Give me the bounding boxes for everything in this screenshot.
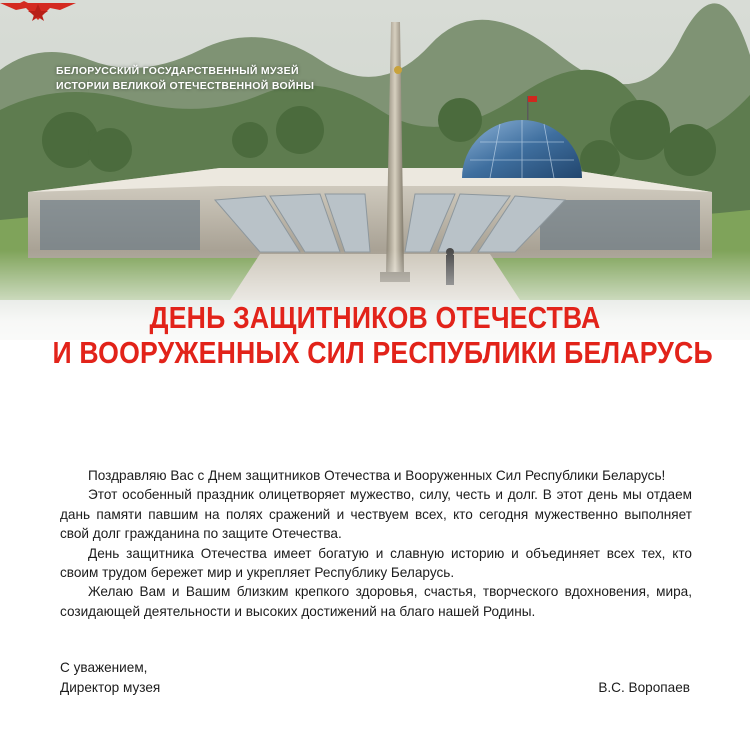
museum-name (56, 64, 356, 94)
closing-regards: С уважением, (60, 660, 148, 675)
museum-name-line-1: БЕЛОРУССКИЙ ГОСУДАРСТВЕННЫЙ МУЗЕЙ (56, 65, 299, 77)
red-star-logo-icon (0, 0, 76, 22)
letter-paragraph: День защитника Отечества имеет богатую и славную историю и объединяет всех тех, кто своим трудом бережет мир и укрепляет Республику Беларусь. (60, 545, 692, 581)
closing-block (60, 658, 160, 698)
letter-paragraph: Этот особенный праздник олицетворяет мужество, силу, честь и долг. В этот день мы отдаем дань памяти павшим на полях сражений и чествуем всех, кто сегодня мужественно выполняет свой долг гражданина по защите Отечества. (60, 487, 692, 542)
letter-body (60, 466, 692, 621)
page-title (52, 300, 713, 370)
museum-name-line-2: ИСТОРИИ ВЕЛИКОЙ ОТЕЧЕСТВЕННОЙ ВОЙНЫ (56, 80, 315, 92)
closing-position: Директор музея (60, 680, 161, 695)
headline-line-2: И ВООРУЖЕННЫХ СИЛ РЕСПУБЛИКИ БЕЛАРУСЬ (52, 335, 713, 370)
headline-line-1: ДЕНЬ ЗАЩИТНИКОВ ОТЕЧЕСТВА (149, 300, 601, 335)
letter-paragraph: Поздравляю Вас с Днем защитников Отечества и Вооруженных Сил Республики Беларусь! (88, 468, 666, 483)
signer-name: В.С. Воропаев (598, 680, 690, 695)
letter-paragraph: Желаю Вам и Вашим близким крепкого здоровья, счастья, творческого вдохновения, мира, созидающей деятельности и высоких достижений на благо нашей Родины. (60, 584, 692, 619)
